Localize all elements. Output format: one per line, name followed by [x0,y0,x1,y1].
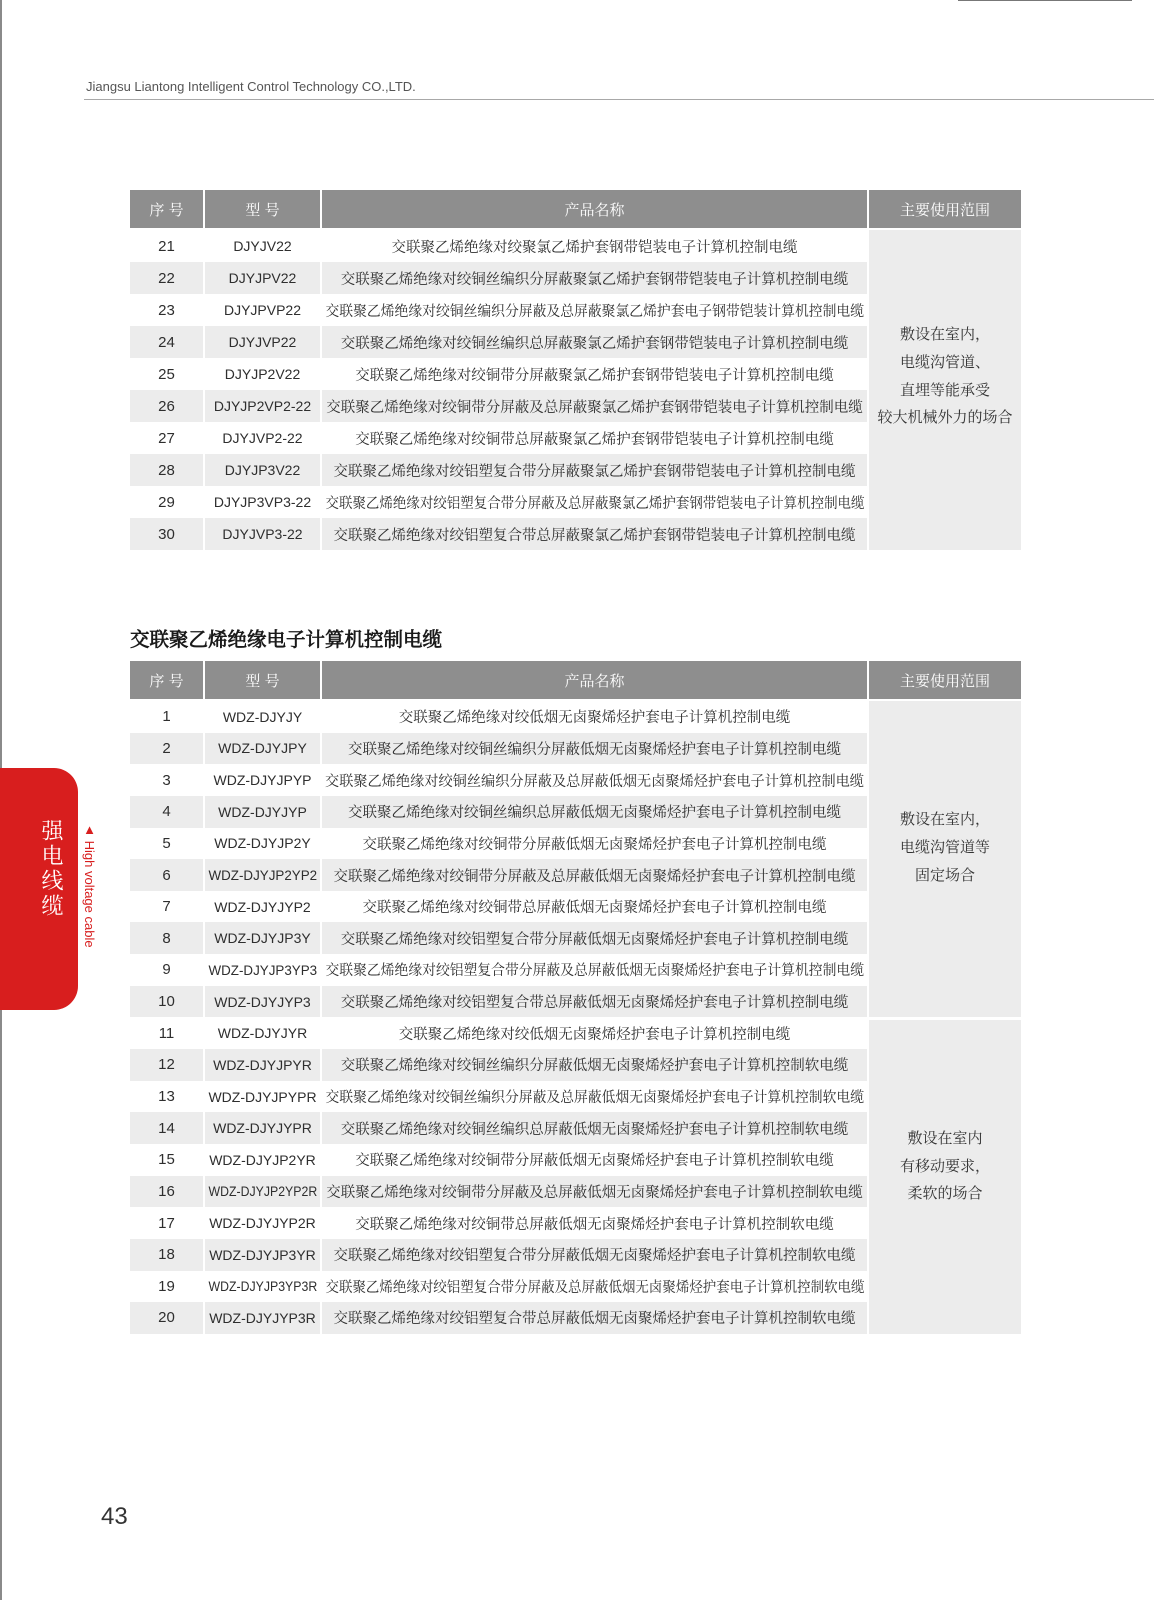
usage-scope-line: 敷设在室内 [907,1130,983,1148]
product-name-cell [322,733,867,765]
model-cell [205,954,320,986]
product-name: 交联聚乙烯绝缘对绞铜带总屏蔽低烟无卤聚烯烃护套电子计算机控制电缆 [362,900,827,917]
model-number: WDZ-DJYJP3YP3R [208,1278,317,1295]
product-name: 交联聚乙烯绝缘对绞铜带分屏蔽聚氯乙烯护套钢带铠装电子计算机控制电缆 [355,367,834,384]
model-cell [205,486,320,518]
model-cell [205,1271,320,1303]
row-number: 23 [130,294,203,326]
model-cell [205,326,320,358]
model-number: WDZ-DJYJP2Y [214,835,311,852]
column-header-no: 序 号 [130,661,203,699]
model-cell [205,1017,320,1049]
row-number: 10 [130,986,203,1018]
usage-scope-line: 电缆沟管道等 [899,838,990,856]
product-name-cell [322,1017,867,1049]
model-cell [205,358,320,390]
product-name-cell [322,986,867,1018]
usage-scope-cell [869,701,1021,1017]
model-number: WDZ-DJYJYR [217,1025,308,1042]
model-cell [205,390,320,422]
model-cell [205,796,320,828]
product-name-cell [322,230,867,262]
product-name: 交联聚乙烯绝缘对绞铝塑复合带分屏蔽低烟无卤聚烯烃护套电子计算机控制电缆 [340,931,849,948]
product-name: 交联聚乙烯绝缘对绞铜带分屏蔽低烟无卤聚烯烃护套电子计算机控制软电缆 [355,1153,834,1170]
model-number: DJYJVP22 [228,334,297,350]
model-number: WDZ-DJYJP2YP2R [208,1183,317,1200]
product-name: 交联聚乙烯绝缘对绞聚氯乙烯护套钢带铠装电子计算机控制电缆 [391,239,798,256]
model-cell [205,1112,320,1144]
product-name: 交联聚乙烯绝缘对绞铝塑复合带分屏蔽及总屏蔽低烟无卤聚烯烃护套电子计算机控制软电缆 [325,1279,864,1296]
row-number: 19 [130,1271,203,1303]
product-name: 交联聚乙烯绝缘对绞低烟无卤聚烯烃护套电子计算机控制电缆 [398,710,791,727]
model-number: WDZ-DJYJP3YP3 [208,961,317,978]
model-number: DJYJPVP22 [223,302,302,318]
page-border [958,0,1132,1]
table-header [130,190,1021,228]
model-number: WDZ-DJYJYP3 [214,993,311,1010]
product-name: 交联聚乙烯绝缘对绞铜带分屏蔽低烟无卤聚烯烃护套电子计算机控制电缆 [362,836,827,853]
header-divider [84,99,1154,100]
product-name: 交联聚乙烯绝缘对绞铝塑复合带总屏蔽低烟无卤聚烯烃护套电子计算机控制软电缆 [333,1311,856,1328]
model-cell [205,828,320,860]
model-cell [205,1176,320,1208]
row-number: 14 [130,1112,203,1144]
product-name-cell [322,518,867,550]
row-number: 8 [130,922,203,954]
product-name: 交联聚乙烯绝缘对绞铜带分屏蔽及总屏蔽聚氯乙烯护套钢带铠装电子计算机控制电缆 [326,399,863,416]
model-number: DJYJV22 [233,238,292,254]
column-header-model: 型 号 [205,661,320,699]
row-number: 12 [130,1049,203,1081]
row-number: 27 [130,422,203,454]
product-name-cell [322,454,867,486]
row-number: 29 [130,486,203,518]
product-name-cell [322,1302,867,1334]
model-number: WDZ-DJYJYP3R [209,1309,316,1326]
product-name-cell [322,1271,867,1303]
model-cell [205,1081,320,1113]
product-name-cell [322,358,867,390]
row-number: 3 [130,764,203,796]
model-number: WDZ-DJYJYPR [213,1120,312,1137]
model-number: WDZ-DJYJP2YR [209,1151,316,1168]
model-number: WDZ-DJYJP2YP2 [208,867,317,884]
product-name: 交联聚乙烯绝缘对绞铜带总屏蔽聚氯乙烯护套钢带铠装电子计算机控制电缆 [355,431,834,448]
product-name-cell [322,486,867,518]
model-number: WDZ-DJYJPYPR [208,1088,317,1105]
row-number: 26 [130,390,203,422]
product-name-cell [322,922,867,954]
category-label-cn: 强电线缆 [39,819,64,919]
column-header-name: 产品名称 [322,190,867,228]
row-number: 15 [130,1144,203,1176]
product-name: 交联聚乙烯绝缘对绞铜带分屏蔽及总屏蔽低烟无卤聚烯烃护套电子计算机控制软电缆 [326,1184,863,1201]
row-number: 17 [130,1207,203,1239]
product-name: 交联聚乙烯绝缘对绞铜丝编织分屏蔽低烟无卤聚烯烃护套电子计算机控制软电缆 [340,1058,849,1075]
model-cell [205,518,320,550]
product-name: 交联聚乙烯绝缘对绞铜丝编织总屏蔽低烟无卤聚烯烃护套电子计算机控制软电缆 [340,1121,849,1138]
row-number: 25 [130,358,203,390]
spec-table [130,190,1021,550]
table-body [130,701,1021,1334]
product-name-cell [322,954,867,986]
row-number: 30 [130,518,203,550]
row-number: 11 [130,1017,203,1049]
product-name: 交联聚乙烯绝缘对绞铜带总屏蔽低烟无卤聚烯烃护套电子计算机控制软电缆 [355,1216,834,1233]
row-number: 9 [130,954,203,986]
row-number: 18 [130,1239,203,1271]
product-name-cell [322,796,867,828]
product-name-cell [322,764,867,796]
product-name-cell [322,859,867,891]
model-number: WDZ-DJYJPY [218,740,307,757]
product-name: 交联聚乙烯绝缘对绞铝塑复合带总屏蔽低烟无卤聚烯烃护套电子计算机控制电缆 [340,995,849,1012]
company-name: Jiangsu Liantong Intelligent Control Technology CO.,LTD. [86,79,416,94]
usage-scope-line: 有移动要求， [899,1157,990,1175]
usage-scope-cell [869,1017,1021,1333]
product-name: 交联聚乙烯绝缘对绞铜丝编织分屏蔽低烟无卤聚烯烃护套电子计算机控制电缆 [348,741,841,758]
model-cell [205,294,320,326]
product-name: 交联聚乙烯绝缘对绞铜丝编织分屏蔽及总屏蔽低烟无卤聚烯烃护套电子计算机控制电缆 [325,773,864,790]
column-header-model: 型 号 [205,190,320,228]
row-number: 4 [130,796,203,828]
product-name-cell [322,422,867,454]
model-number: WDZ-DJYJP3YR [209,1246,316,1263]
usage-scope-line: 柔软的场合 [907,1185,983,1203]
column-header-no: 序 号 [130,190,203,228]
model-number: WDZ-DJYJPYP [213,772,312,789]
model-cell [205,922,320,954]
product-name-cell [322,1049,867,1081]
product-name-cell [322,1112,867,1144]
product-name-cell [322,262,867,294]
table-body [130,230,1021,550]
model-cell [205,859,320,891]
product-name: 交联聚乙烯绝缘对绞铝塑复合带分屏蔽及总屏蔽聚氯乙烯护套钢带铠装电子计算机控制电缆 [325,495,864,512]
model-number: DJYJPV22 [228,270,297,286]
usage-scope-line: 敷设在室内， [899,326,990,344]
model-number: DJYJVP2-22 [222,430,303,446]
product-name: 交联聚乙烯绝缘对绞低烟无卤聚烯烃护套电子计算机控制电缆 [398,1026,791,1043]
row-number: 2 [130,733,203,765]
model-number: DJYJP3VP3-22 [213,494,312,510]
product-name-cell [322,1081,867,1113]
spec-table [130,661,1021,1334]
model-number: WDZ-DJYJYP2 [214,898,311,915]
model-cell [205,1302,320,1334]
usage-scope-line: 固定场合 [914,866,975,884]
model-number: DJYJP2VP2-22 [213,398,312,414]
model-cell [205,262,320,294]
model-cell [205,1144,320,1176]
product-name-cell [322,1176,867,1208]
model-number: DJYJP3V22 [224,462,301,478]
model-cell [205,422,320,454]
model-cell [205,733,320,765]
product-name-cell [322,1239,867,1271]
model-cell [205,1049,320,1081]
product-name: 交联聚乙烯绝缘对绞铜丝编织总屏蔽聚氯乙烯护套钢带铠装电子计算机控制电缆 [340,335,849,352]
product-name-cell [322,828,867,860]
row-number: 28 [130,454,203,486]
model-number: DJYJVP3-22 [222,526,303,542]
model-number: WDZ-DJYJP3Y [214,930,311,947]
usage-scope-line: 敷设在室内， [899,811,990,829]
section-title: 交联聚乙烯绝缘电子计算机控制电缆 [130,629,443,651]
column-header-usage: 主要使用范围 [869,190,1021,228]
column-header-name: 产品名称 [322,661,867,699]
row-number: 7 [130,891,203,923]
product-name: 交联聚乙烯绝缘对绞铜丝编织总屏蔽低烟无卤聚烯烃护套电子计算机控制电缆 [348,805,841,822]
column-header-usage: 主要使用范围 [869,661,1021,699]
page-number: 43 [101,1503,128,1530]
model-number: WDZ-DJYJYP2R [209,1215,316,1232]
usage-scope-line: 电缆沟管道、 [899,353,990,371]
category-label-en: ▲ High voltage cable [82,822,97,948]
model-cell [205,891,320,923]
row-number: 5 [130,828,203,860]
row-number: 6 [130,859,203,891]
model-number: WDZ-DJYJPYR [213,1056,312,1073]
product-name-cell [322,326,867,358]
row-number: 21 [130,230,203,262]
model-cell [205,1239,320,1271]
product-name-cell [322,891,867,923]
usage-scope-line: 较大机械外力的场合 [877,409,1013,427]
usage-scope-line: 直埋等能承受 [899,381,990,399]
table-header [130,661,1021,699]
product-name: 交联聚乙烯绝缘对绞铜丝编织分屏蔽及总屏蔽聚氯乙烯护套电子钢带铠装计算机控制电缆 [325,303,864,320]
product-name: 交联聚乙烯绝缘对绞铝塑复合带分屏蔽及总屏蔽低烟无卤聚烯烃护套电子计算机控制电缆 [325,963,864,980]
category-tab [0,768,78,1010]
product-name: 交联聚乙烯绝缘对绞铝塑复合带分屏蔽聚氯乙烯护套钢带铠装电子计算机控制电缆 [333,463,856,480]
model-cell [205,454,320,486]
model-cell [205,986,320,1018]
product-name-cell [322,390,867,422]
row-number: 16 [130,1176,203,1208]
product-name: 交联聚乙烯绝缘对绞铝塑复合带分屏蔽低烟无卤聚烯烃护套电子计算机控制软电缆 [333,1248,856,1265]
product-name-cell [322,1144,867,1176]
product-name: 交联聚乙烯绝缘对绞铜带分屏蔽及总屏蔽低烟无卤聚烯烃护套电子计算机控制电缆 [333,868,856,885]
row-number: 20 [130,1302,203,1334]
row-number: 24 [130,326,203,358]
model-number: WDZ-DJYJY [222,708,303,725]
row-number: 1 [130,701,203,733]
model-cell [205,1207,320,1239]
row-number: 13 [130,1081,203,1113]
model-cell [205,701,320,733]
model-cell [205,230,320,262]
model-number: DJYJP2V22 [224,366,301,382]
product-name: 交联聚乙烯绝缘对绞铜丝编织分屏蔽及总屏蔽低烟无卤聚烯烃护套电子计算机控制软电缆 [325,1090,864,1106]
product-name: 交联聚乙烯绝缘对绞铝塑复合带总屏蔽聚氯乙烯护套钢带铠装电子计算机控制电缆 [333,527,856,544]
usage-scope-cell [869,230,1021,550]
model-cell [205,764,320,796]
product-name-cell [322,1207,867,1239]
product-name: 交联聚乙烯绝缘对绞铜丝编织分屏蔽聚氯乙烯护套钢带铠装电子计算机控制电缆 [340,271,849,288]
model-number: WDZ-DJYJYP [218,803,307,820]
row-number: 22 [130,262,203,294]
product-name-cell [322,701,867,733]
product-name-cell [322,294,867,326]
